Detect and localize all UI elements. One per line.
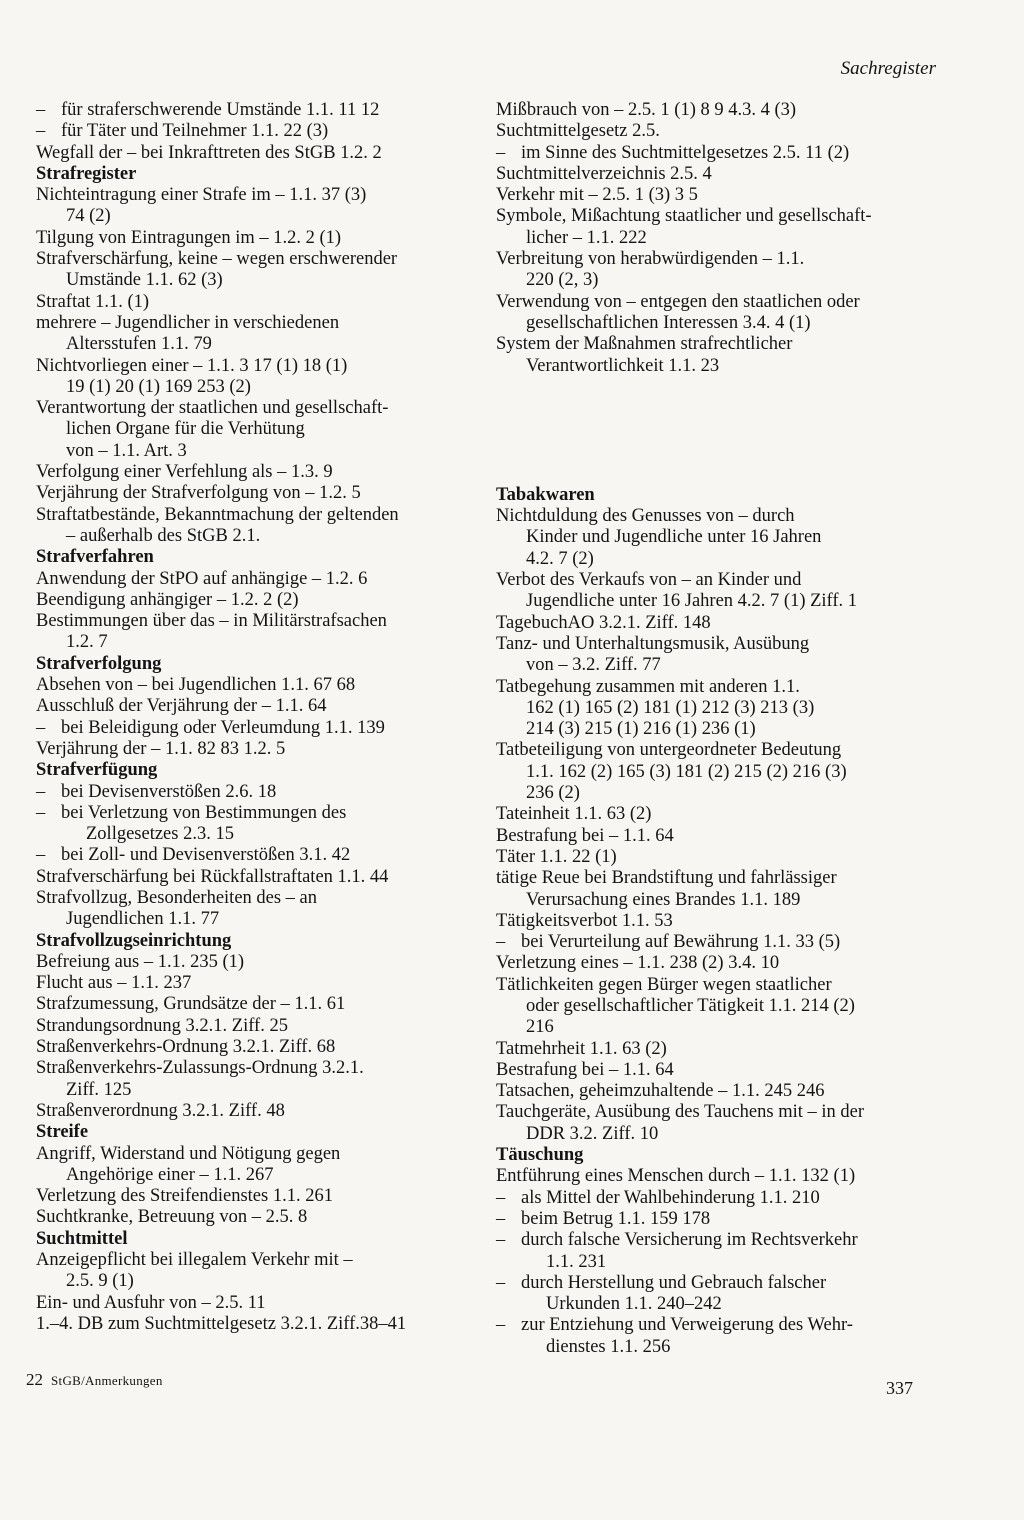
index-line: – außerhalb des StGB 2.1. [66, 525, 261, 546]
index-heading [36, 654, 476, 675]
index-line: DDR 3.2. Ziff. 10 [526, 1123, 659, 1144]
index-line: 162 (1) 165 (2) 181 (1) 212 (3) 213 (3) [526, 697, 815, 718]
index-line: Täuschung [496, 1145, 584, 1166]
index-line: Strafzumessung, Grundsätze der – 1.1. 61 [36, 994, 346, 1015]
index-line: 236 (2) [526, 783, 580, 804]
index-line: von – 3.2. Ziff. 77 [526, 655, 661, 676]
index-line: 214 (3) 215 (1) 216 (1) 236 (1) [526, 719, 756, 740]
index-subentry [496, 932, 946, 953]
index-heading [36, 1229, 476, 1250]
index-entry [36, 249, 476, 292]
index-line: Symbole, Mißachtung staatlicher und gesellschaft- [496, 206, 872, 227]
index-column-left [36, 100, 476, 1335]
index-line: Verbreitung von herabwürdigenden – 1.1. [496, 249, 805, 270]
index-subentry [36, 803, 476, 846]
index-entry [36, 1186, 476, 1207]
index-line: Suchtkranke, Betreuung von – 2.5. 8 [36, 1207, 308, 1228]
index-line: lichen Organe für die Verhütung [66, 419, 305, 440]
index-entry [36, 143, 476, 164]
index-line: Flucht aus – 1.1. 237 [36, 973, 192, 994]
index-entry [36, 1101, 476, 1122]
index-line: – bei Devisenverstößen 2.6. 18 [61, 781, 277, 802]
index-line: Zollgesetzes 2.3. 15 [86, 824, 234, 845]
index-line: Altersstufen 1.1. 79 [66, 334, 212, 355]
index-line: Strafvollzugseinrichtung [36, 930, 232, 951]
index-line: Strafverfolgung [36, 653, 162, 674]
index-line: Straßenverkehrs-Ordnung 3.2.1. Ziff. 68 [36, 1037, 336, 1058]
index-entry [496, 1039, 946, 1060]
index-line: Mißbrauch von – 2.5. 1 (1) 8 9 4.3. 4 (3) [496, 100, 797, 120]
index-entry [496, 206, 946, 249]
index-line: – bei Verletzung von Bestimmungen des [61, 802, 347, 823]
index-entry [36, 973, 476, 994]
index-entry [36, 590, 476, 611]
index-line: Verantwortung der staatlichen und gesellschaft- [36, 398, 389, 419]
index-line: gesellschaftlichen Interessen 3.4. 4 (1) [526, 312, 811, 333]
index-line: oder gesellschaftlicher Tätigkeit 1.1. 214 (2) [526, 995, 855, 1016]
index-line: – im Sinne des Suchtmittelgesetzes 2.5. 11 (2) [521, 142, 850, 163]
index-entry [36, 739, 476, 760]
index-line: Strafregister [36, 163, 137, 184]
index-entry [496, 911, 946, 932]
index-line: 216 [526, 1017, 554, 1038]
index-line: Verbot des Verkaufs von – an Kinder und [496, 570, 802, 591]
index-line: System der Maßnahmen strafrechtlicher [496, 334, 793, 355]
index-line: Jugendliche unter 16 Jahren 4.2. 7 (1) Ziff. 1 [526, 591, 858, 612]
index-heading [36, 547, 476, 568]
index-line: Tabakwaren [496, 484, 595, 505]
index-line: Ein- und Ausfuhr von – 2.5. 11 [36, 1292, 266, 1313]
index-entry [36, 398, 476, 462]
index-line: Straßenverkehrs-Zulassungs-Ordnung 3.2.1. [36, 1058, 364, 1079]
index-entry [36, 888, 476, 931]
index-entry [36, 313, 476, 356]
index-line: Verursachung eines Brandes 1.1. 189 [526, 889, 801, 910]
index-line: – bei Verurteilung auf Bewährung 1.1. 33 (5) [521, 932, 841, 953]
index-subentry [496, 1188, 946, 1209]
index-heading [36, 931, 476, 952]
index-entry [496, 740, 946, 804]
index-line: Kinder und Jugendliche unter 16 Jahren [526, 527, 822, 548]
index-line: Verfolgung einer Verfehlung als – 1.3. 9 [36, 462, 333, 483]
index-line: Tauchgeräte, Ausübung des Tauchens mit – in der [496, 1102, 865, 1123]
index-line: von – 1.1. Art. 3 [66, 440, 187, 461]
index-entry [496, 613, 946, 634]
index-entry [36, 356, 476, 399]
index-line: Tilgung von Eintragungen im – 1.2. 2 (1) [36, 227, 342, 248]
index-line: Umstände 1.1. 62 (3) [66, 270, 223, 291]
index-line: – beim Betrug 1.1. 159 178 [521, 1208, 711, 1229]
index-heading [496, 1145, 946, 1166]
index-line: Tateinheit 1.1. 63 (2) [496, 804, 652, 825]
index-line: – für Täter und Teilnehmer 1.1. 22 (3) [61, 121, 329, 142]
index-line: Strafverschärfung bei Rückfallstraftaten 1.1. 44 [36, 866, 389, 887]
index-entry [496, 570, 946, 613]
index-line: Bestrafung bei – 1.1. 64 [496, 1059, 674, 1080]
index-line: 74 (2) [66, 206, 111, 227]
index-line: Verletzung des Streifendienstes 1.1. 261 [36, 1186, 333, 1207]
index-entry [36, 952, 476, 973]
index-line: – für straferschwerende Umstände 1.1. 11 12 [61, 100, 380, 120]
index-entry [36, 1250, 476, 1293]
index-line: TagebuchAO 3.2.1. Ziff. 148 [496, 612, 711, 633]
index-entry [496, 634, 946, 677]
index-line: Strafverfügung [36, 760, 158, 781]
index-line: Verjährung der – 1.1. 82 83 1.2. 5 [36, 738, 286, 759]
index-heading [36, 760, 476, 781]
index-line: – durch falsche Versicherung im Rechtsverkehr [521, 1230, 858, 1251]
index-line: 19 (1) 20 (1) 169 253 (2) [66, 376, 251, 397]
index-line: – durch Herstellung und Gebrauch falscher [521, 1272, 827, 1293]
index-line: Bestrafung bei – 1.1. 64 [496, 825, 674, 846]
index-column-right [496, 100, 946, 1358]
index-line: Tatbegehung zusammen mit anderen 1.1. [496, 676, 800, 697]
section-gap [496, 377, 946, 485]
index-entry [496, 1166, 946, 1187]
index-subentry [496, 1273, 946, 1316]
index-heading [496, 485, 946, 506]
index-line: Suchtmittelverzeichnis 2.5. 4 [496, 163, 712, 184]
index-line: Tanz- und Unterhaltungsmusik, Ausübung [496, 633, 810, 654]
index-line: Tatbeteiligung von untergeordneter Bedeutung [496, 740, 842, 761]
index-line: Verjährung der Strafverfolgung von – 1.2. 5 [36, 483, 361, 504]
index-entry [496, 804, 946, 825]
index-entry [496, 506, 946, 570]
index-entry [36, 483, 476, 504]
index-line: Suchtmittel [36, 1228, 128, 1249]
index-line: Tatmehrheit 1.1. 63 (2) [496, 1038, 667, 1059]
index-line: Straßenverordnung 3.2.1. Ziff. 48 [36, 1100, 285, 1121]
index-entry [36, 1016, 476, 1037]
index-subentry [496, 1209, 946, 1230]
index-entry [36, 611, 476, 654]
index-entry [36, 1058, 476, 1101]
index-line: Straftat 1.1. (1) [36, 291, 150, 312]
index-line: Tätigkeitsverbot 1.1. 53 [496, 910, 673, 931]
index-subentry [36, 718, 476, 739]
index-line: 1.1. 231 [546, 1251, 607, 1272]
index-heading [36, 164, 476, 185]
index-line: tätige Reue bei Brandstiftung und fahrlässiger [496, 868, 837, 889]
index-entry [36, 228, 476, 249]
index-entry [496, 185, 946, 206]
index-line: 2.5. 9 (1) [66, 1271, 134, 1292]
index-entry [36, 1293, 476, 1314]
index-line: Nichtvorliegen einer – 1.1. 3 17 (1) 18 (1) [36, 355, 348, 376]
index-entry [36, 1144, 476, 1187]
index-line: Tatsachen, geheimzuhaltende – 1.1. 245 246 [496, 1081, 825, 1102]
index-entry [36, 994, 476, 1015]
index-entry [496, 164, 946, 185]
index-entry [496, 100, 946, 121]
index-line: Verwendung von – entgegen den staatlichen oder [496, 291, 860, 312]
index-line: Straftatbestände, Bekanntmachung der geltenden [36, 504, 399, 525]
index-entry [36, 505, 476, 548]
page-number: 337 [886, 1378, 913, 1398]
index-line: Suchtmittelgesetz 2.5. [496, 121, 660, 142]
index-line: Anwendung der StPO auf anhängige – 1.2. 6 [36, 568, 368, 589]
index-subentry [36, 100, 476, 121]
index-entry [496, 1081, 946, 1102]
sheet-label: StGB/Anmerkungen [51, 1373, 163, 1388]
index-line: Angehörige einer – 1.1. 267 [66, 1164, 274, 1185]
index-line: Verletzung eines – 1.1. 238 (2) 3.4. 10 [496, 953, 780, 974]
index-line: Entführung eines Menschen durch – 1.1. 132 (1) [496, 1166, 856, 1187]
index-line: mehrere – Jugendlicher in verschiedenen [36, 312, 340, 333]
index-heading [36, 1122, 476, 1143]
index-entry [36, 569, 476, 590]
index-entry [496, 953, 946, 974]
index-line: Nichtduldung des Genusses von – durch [496, 506, 795, 527]
index-line: Beendigung anhängiger – 1.2. 2 (2) [36, 589, 299, 610]
index-line: Wegfall der – bei Inkrafttreten des StGB 1.2. 2 [36, 142, 382, 163]
index-line: Urkunden 1.1. 240–242 [546, 1294, 722, 1315]
index-line: Absehen von – bei Jugendlichen 1.1. 67 68 [36, 675, 356, 696]
index-entry [496, 121, 946, 142]
index-entry [496, 1102, 946, 1145]
index-entry [496, 847, 946, 868]
index-entry [36, 1207, 476, 1228]
index-line: 220 (2, 3) [526, 270, 599, 291]
index-entry [496, 975, 946, 1039]
index-entry [36, 675, 476, 696]
index-line: Nichteintragung einer Strafe im – 1.1. 37 (3) [36, 185, 367, 206]
index-line: Tätlichkeiten gegen Bürger wegen staatlicher [496, 974, 832, 995]
index-entry [496, 334, 946, 377]
index-line: 1.2. 7 [66, 632, 108, 653]
index-entry [496, 677, 946, 741]
index-subentry [496, 1230, 946, 1273]
index-entry [36, 696, 476, 717]
index-line: 1.1. 162 (2) 165 (3) 181 (2) 215 (2) 216 (3) [526, 761, 847, 782]
page-header: Sachregister [840, 58, 936, 79]
index-line: Strafverschärfung, keine – wegen erschwerender [36, 249, 398, 270]
index-entry [496, 292, 946, 335]
index-subentry [496, 1315, 946, 1358]
index-entry [496, 868, 946, 911]
sheet-number: 22 [26, 1370, 43, 1389]
index-line: – zur Entziehung und Verweigerung des Wehr- [521, 1315, 853, 1336]
index-subentry [36, 782, 476, 803]
index-entry [36, 867, 476, 888]
index-line: Angriff, Widerstand und Nötigung gegen [36, 1143, 341, 1164]
index-subentry [36, 845, 476, 866]
index-subentry [496, 143, 946, 164]
index-line: – bei Zoll- und Devisenverstößen 3.1. 42 [61, 845, 351, 866]
index-line: Jugendlichen 1.1. 77 [66, 909, 220, 930]
index-entry [36, 1037, 476, 1058]
index-line: Strafvollzug, Besonderheiten des – an [36, 887, 318, 908]
index-line: Ziff. 125 [66, 1079, 132, 1100]
index-line: – bei Beleidigung oder Verleumdung 1.1. 139 [61, 717, 385, 738]
index-entry [36, 185, 476, 228]
index-line: Streife [36, 1122, 89, 1143]
index-entry [496, 1060, 946, 1081]
index-line: Ausschluß der Verjährung der – 1.1. 64 [36, 696, 327, 717]
index-entry [496, 249, 946, 292]
index-line: dienstes 1.1. 256 [546, 1336, 671, 1357]
index-line: 1.–4. DB zum Suchtmittelgesetz 3.2.1. Ziff.38–41 [36, 1313, 407, 1334]
sheet-signature [26, 1370, 163, 1390]
index-entry [496, 826, 946, 847]
index-line: Bestimmungen über das – in Militärstrafsachen [36, 611, 387, 632]
index-line: Befreiung aus – 1.1. 235 (1) [36, 951, 245, 972]
index-entry [36, 462, 476, 483]
index-line: Strandungsordnung 3.2.1. Ziff. 25 [36, 1015, 288, 1036]
index-line: Täter 1.1. 22 (1) [496, 846, 617, 867]
index-line: Verantwortlichkeit 1.1. 23 [526, 355, 720, 376]
index-subentry [36, 121, 476, 142]
index-line: Strafverfahren [36, 547, 154, 568]
index-line: Anzeigepflicht bei illegalem Verkehr mit – [36, 1250, 353, 1271]
index-line: Verkehr mit – 2.5. 1 (3) 3 5 [496, 185, 698, 206]
index-line: licher – 1.1. 222 [526, 227, 647, 248]
index-entry [36, 1314, 476, 1335]
index-entry [36, 292, 476, 313]
index-line: 4.2. 7 (2) [526, 548, 594, 569]
index-line: – als Mittel der Wahlbehinderung 1.1. 210 [521, 1187, 820, 1208]
